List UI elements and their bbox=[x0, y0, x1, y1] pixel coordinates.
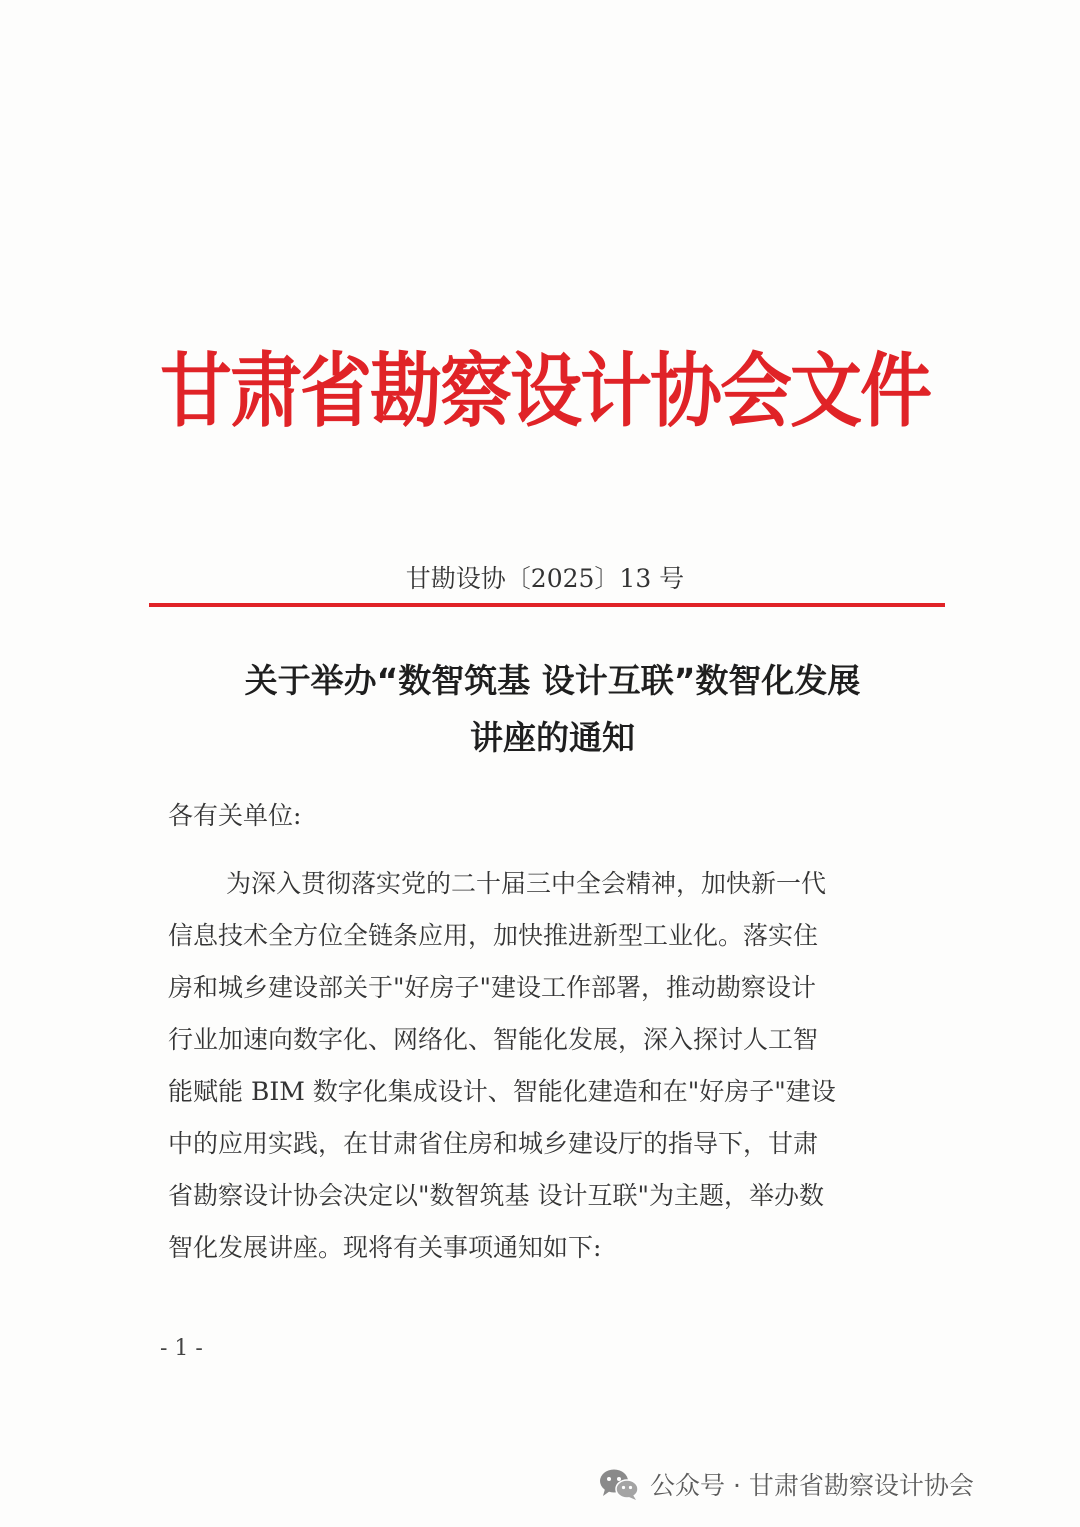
body-line: 省勘察设计协会决定以"数智筑基 设计互联"为主题，举办数 bbox=[168, 1181, 824, 1210]
body-line: 行业加速向数字化、网络化、智能化发展，深入探讨人工智 bbox=[168, 1025, 819, 1054]
wechat-icon bbox=[598, 1467, 640, 1501]
title-line-1: 关于举办“数智筑基 设计互联”数智化发展 bbox=[244, 661, 861, 700]
document-number: 甘勘设协〔2025〕13 号 bbox=[405, 564, 685, 593]
body-line: 房和城乡建设部关于"好房子"建设工作部署，推动勘察设计 bbox=[168, 973, 817, 1002]
red-divider bbox=[149, 603, 945, 607]
body-line: 信息技术全方位全链条应用，加快推进新型工业化。落实住 bbox=[168, 921, 819, 950]
body-paragraph bbox=[168, 858, 918, 1274]
document-header: 甘肃省勘察设计协会文件 bbox=[159, 343, 930, 439]
page-number: - 1 - bbox=[160, 1336, 203, 1361]
title-line-2: 讲座的通知 bbox=[470, 718, 635, 757]
document-title bbox=[150, 652, 955, 766]
salutation: 各有关单位: bbox=[168, 801, 302, 830]
body-line: 中的应用实践，在甘肃省住房和城乡建设厅的指导下，甘肃 bbox=[168, 1129, 819, 1158]
body-line: 能赋能 BIM 数字化集成设计、智能化建造和在"好房子"建设 bbox=[168, 1077, 836, 1106]
watermark-text: 公众号 · 甘肃省勘察设计协会 bbox=[650, 1471, 974, 1500]
body-line: 为深入贯彻落实党的二十届三中全会精神，加快新一代 bbox=[226, 869, 827, 898]
wechat-watermark bbox=[598, 1462, 974, 1506]
body-line: 智化发展讲座。现将有关事项通知如下: bbox=[168, 1233, 602, 1262]
